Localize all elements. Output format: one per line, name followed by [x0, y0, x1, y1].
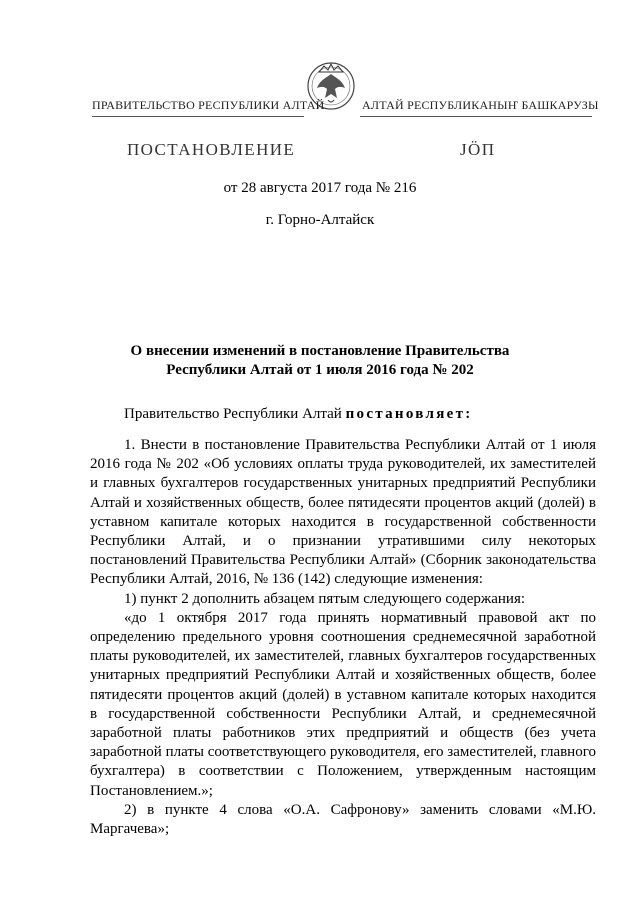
- header-rule-right: [360, 116, 592, 117]
- doc-type-russian: ПОСТАНОВЛЕНИЕ: [127, 140, 296, 159]
- title-line-2: Республики Алтай от 1 июля 2016 года № 202: [166, 362, 474, 378]
- doc-type-altai: ЈӦП: [460, 140, 496, 159]
- decree-lead: Правительство Республики Алтай: [124, 406, 346, 422]
- document-title: [100, 342, 540, 380]
- paragraph-1: 1. Внести в постановление Правительства Республики Алтай от 1 июля 2016 года № 202 «Об условиях оплаты труда руководителей, их заместителей и главных бухгалтеров государственных унитарных предприятий Республики Алтай и хозяйственных обществ, более пятидесяти процентов акций (долей) в уставном капитале которых находится в государственной собственности Республики Алтай, и о признании утратившими силу некоторых постановлений Правительства Республики Алтай» (Сборник законодательства Республики Алтай, 2016, № 136 (142) следующие изменения:: [90, 437, 596, 588]
- title-line-1: О внесении изменений в постановление Правительства: [130, 343, 510, 359]
- org-name-russian: ПРАВИТЕЛЬСТВО РЕСПУБЛИКИ АЛТАЙ: [92, 98, 325, 112]
- paragraph-2: 1) пункт 2 дополнить абзацем пятым следующего содержания:: [124, 590, 526, 607]
- header-rule-left: [92, 116, 304, 117]
- document-date-number: от 28 августа 2017 года № 216: [223, 180, 417, 196]
- org-name-altai: АЛТАЙ РЕСПУБЛИКАНЫҤ БАШКАРУЗЫ: [362, 98, 599, 112]
- document-body: [90, 436, 596, 839]
- paragraph-4: 2) в пункте 4 слова «О.А. Сафронову» заменить словами «М.Ю. Маргачева»;: [90, 801, 596, 838]
- decree-line: [124, 406, 473, 423]
- paragraph-3: «до 1 октября 2017 года принять нормативный правовой акт по определению предельного уровня соотношения среднемесячной заработной платы руководителей, их заместителей, главных бухгалтеров государственных унитарных предприятий Республики Алтай и хозяйственных обществ, более пятидесяти процентов акций (долей) в уставном капитале которых находится в государственной собственности Республики Алтай, и среднемесячной заработной платы работников этих предприятий и обществ (без учета заработной платы соответствующего руководителя, его заместителей, главного бухгалтера) в соответствии с Положением, утвержденным настоящим Постановлением.»;: [90, 609, 596, 799]
- decree-verb: постановляет:: [345, 406, 473, 422]
- document-city: г. Горно-Алтайск: [265, 212, 375, 228]
